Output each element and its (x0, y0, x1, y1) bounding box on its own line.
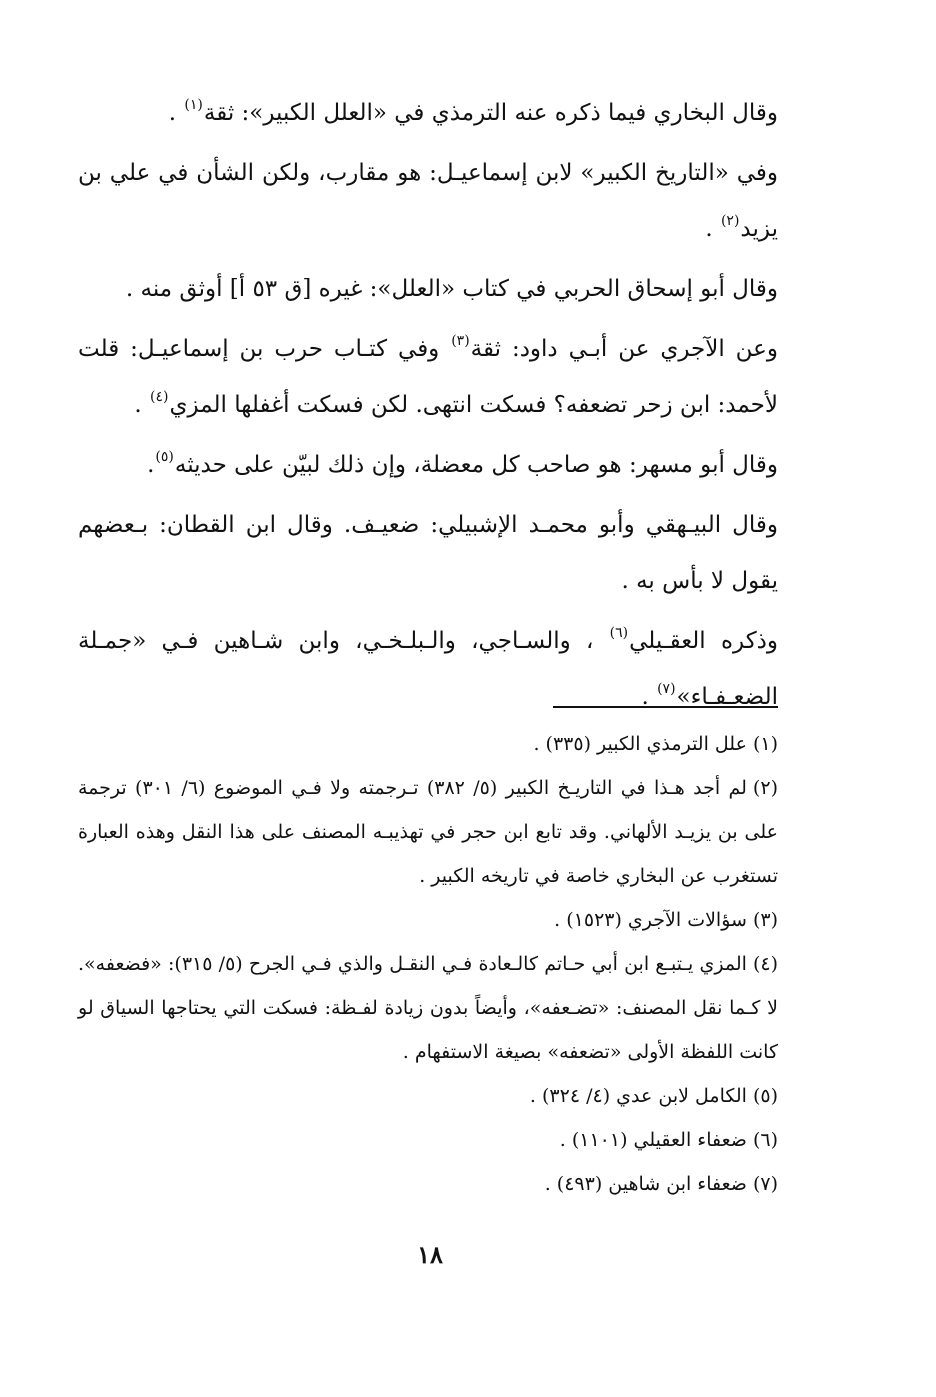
footnote-text: ضعفاء العقيلي (١١٠١) . (559, 1129, 747, 1151)
footnote-7 (78, 1162, 778, 1206)
footnote-separator (553, 706, 778, 708)
footnote-3 (78, 898, 778, 942)
paragraph-text: وفي كتـاب حرب بن إسماعيـل: قلت لأحمد: ابن زحر تضعفه؟ فسكت انتهى. لكن فسكت أغفلها المزي (78, 336, 778, 418)
footnote-6 (78, 1118, 778, 1162)
page-number: ١٨ (417, 1240, 443, 1269)
paragraph-tarikh (78, 145, 778, 257)
paragraph-end: . (134, 392, 150, 418)
paragraph-text: وفي «التاريخ الكبير» لابن إسماعيـل: هو مقارب، ولكن الشأن في علي بن يزيد (78, 160, 778, 242)
paragraph-ajurri (78, 321, 778, 433)
footnote-text: الكامل لابن عدي (٤/ ٣٢٤) . (529, 1085, 747, 1107)
footnote-number: (٢) (752, 777, 778, 799)
footnote-text: سؤالات الآجري (١٥٢٣) . (554, 909, 747, 931)
footnote-text: علل الترمذي الكبير (٣٣٥) . (533, 733, 747, 755)
footnote-ref-6[interactable]: (٦) (609, 625, 629, 641)
footnote-ref-1[interactable]: (١) (184, 97, 203, 113)
footnote-ref-7[interactable]: (٧) (657, 681, 676, 697)
footnote-1 (78, 722, 778, 766)
paragraph-uqayli (78, 613, 778, 725)
paragraph-bayhaqi (78, 497, 778, 609)
footnote-ref-3[interactable]: (٣) (451, 333, 470, 349)
footnotes (78, 722, 778, 1206)
footnote-text: المزي يـتبـع ابن أبي حـاتم كالـعادة فـي النقـل والذي فـي الجرح (٥/ ٣١٥): «فضعفه». لا كـما نقل المصنف: «تضـعفه»، وأيضاً بدون زيادة لفـظة: فسكت التي يحتاجها السياق لو كانت اللفظة الأولى «تضعفه» بصيغة الاستفهام . (78, 953, 778, 1063)
paragraph-text: وقال البخاري فيما ذكره عنه الترمذي في «العلل الكبير»: ثقة (203, 100, 778, 126)
footnote-text: ضعفاء ابن شاهين (٤٩٣) . (544, 1173, 747, 1195)
paragraph-end: . (147, 452, 155, 478)
paragraph-text: ، والسـاجي، والـبلـخـي، وابن شـاهين فـي «جمـلة الضعـفـاء» (78, 628, 778, 710)
paragraph-text: وعن الآجري عن أبـي داود: ثقة (470, 336, 778, 362)
footnote-5 (78, 1074, 778, 1118)
paragraph-text: وقال البيـهقي وأبو محمـد الإشبيلي: ضعيـف. وقال ابن القطان: بـعضهم يقول لا بأس به . (78, 512, 778, 594)
paragraph-text: وذكره العقـيلي (629, 628, 778, 654)
footnote-number: (٤) (752, 953, 778, 975)
paragraph-mushir (78, 437, 778, 493)
footnote-number: (٦) (752, 1129, 778, 1151)
main-text (78, 85, 778, 729)
footnote-number: (٣) (752, 909, 778, 931)
paragraph-end: . (641, 684, 657, 710)
paragraph-end: . (705, 216, 720, 242)
footnote-ref-2[interactable]: (٢) (720, 213, 740, 229)
footnote-number: (١) (752, 733, 778, 755)
footnote-number: (٧) (752, 1173, 778, 1195)
paragraph-end: . (168, 100, 184, 126)
paragraph-harbi (78, 261, 778, 317)
footnote-2 (78, 766, 778, 898)
paragraph-text: وقال أبو مسهر: هو صاحب كل معضلة، وإن ذلك لبيّن على حديثه (174, 452, 778, 478)
paragraph-bukhari (78, 85, 778, 141)
footnote-4 (78, 942, 778, 1074)
footnote-text: لم أجد هـذا في التاريـخ الكبير (٥/ ٣٨٢) تـرجمته ولا فـي الموضوع (٦/ ٣٠١) ترجمة على بن يزيـد الألهاني. وقد تابع ابن حجر في تهذيبـه المصنف على هذا النقل وهذه العبارة تستغرب عن البخاري خاصة في تاريخه الكبير . (78, 777, 778, 887)
paragraph-text: وقال أبو إسحاق الحربي في كتاب «العلل»: غيره [ق ٥٣ أ] أوثق منه . (125, 276, 778, 302)
footnote-ref-4[interactable]: (٤) (150, 389, 169, 405)
footnote-ref-5[interactable]: (٥) (155, 449, 174, 465)
footnote-number: (٥) (752, 1085, 778, 1107)
